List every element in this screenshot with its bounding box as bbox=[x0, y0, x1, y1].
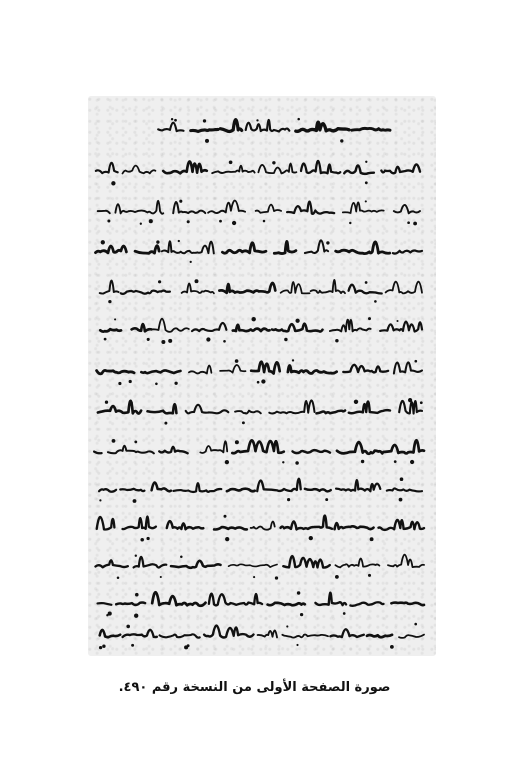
handwritten-word bbox=[287, 202, 334, 214]
diacritic-dot bbox=[263, 220, 266, 223]
handwritten-word bbox=[212, 166, 254, 173]
handwritten-word bbox=[100, 630, 121, 637]
diacritic-dot bbox=[394, 460, 397, 463]
handwritten-word bbox=[381, 164, 420, 173]
handwritten-word bbox=[186, 405, 229, 414]
handwritten-word bbox=[204, 626, 253, 638]
handwritten-word bbox=[335, 558, 379, 567]
handwritten-word bbox=[337, 442, 382, 454]
handwritten-word bbox=[344, 165, 374, 173]
diacritic-dot bbox=[407, 221, 410, 224]
diacritic-dot bbox=[134, 441, 137, 444]
handwritten-word bbox=[335, 523, 374, 529]
diacritic-dot bbox=[118, 382, 121, 385]
diacritic-dot bbox=[161, 340, 165, 344]
handwritten-word bbox=[219, 283, 275, 293]
diacritic-dot bbox=[257, 381, 260, 384]
diacritic-dot bbox=[275, 576, 278, 579]
handwritten-word bbox=[268, 603, 305, 606]
diacritic-dot bbox=[168, 339, 172, 343]
diacritic-dot bbox=[370, 537, 374, 541]
diacritic-dot bbox=[117, 576, 120, 579]
handwritten-word bbox=[336, 242, 390, 254]
diacritic-dot bbox=[235, 359, 239, 363]
diacritic-dot bbox=[203, 119, 206, 122]
diacritic-dot bbox=[134, 614, 138, 618]
diacritic-dot bbox=[309, 536, 313, 540]
diacritic-dot bbox=[104, 338, 107, 341]
diacritic-dot bbox=[206, 337, 210, 341]
handwritten-word bbox=[132, 324, 152, 331]
handwritten-word bbox=[100, 329, 121, 331]
handwritten-word bbox=[330, 629, 363, 637]
diacritic-dot bbox=[365, 161, 367, 163]
handwritten-word bbox=[208, 201, 245, 213]
diacritic-dot bbox=[126, 625, 130, 629]
handwritten-word bbox=[305, 240, 328, 253]
diacritic-dot bbox=[129, 380, 132, 383]
diacritic-dot bbox=[205, 139, 209, 143]
diacritic-dot bbox=[272, 161, 275, 164]
handwritten-word bbox=[220, 365, 245, 373]
diacritic-dot bbox=[174, 119, 177, 122]
handwritten-word bbox=[222, 243, 266, 253]
handwritten-word bbox=[251, 522, 275, 530]
handwritten-word bbox=[220, 120, 241, 132]
diacritic-dot bbox=[225, 537, 229, 541]
diacritic-dot bbox=[223, 515, 226, 518]
handwritten-word bbox=[229, 564, 277, 567]
handwritten-word bbox=[191, 129, 218, 131]
handwritten-word bbox=[115, 201, 163, 214]
handwritten-word bbox=[148, 404, 177, 413]
handwritten-word bbox=[343, 365, 388, 373]
handwritten-word bbox=[121, 291, 170, 294]
diacritic-dot bbox=[155, 383, 158, 386]
diacritic-dot bbox=[399, 498, 403, 502]
handwritten-word bbox=[99, 489, 116, 492]
diacritic-dot bbox=[282, 461, 284, 463]
diacritic-dot bbox=[368, 317, 371, 320]
diacritic-dot bbox=[147, 338, 150, 341]
diacritic-dot bbox=[111, 181, 115, 185]
handwritten-word bbox=[152, 482, 171, 491]
diacritic-dot bbox=[140, 223, 142, 225]
handwritten-word bbox=[100, 281, 119, 294]
diacritic-dot bbox=[158, 280, 161, 283]
handwritten-word bbox=[160, 634, 200, 637]
handwritten-word bbox=[393, 251, 422, 254]
diacritic-dot bbox=[252, 317, 256, 321]
handwritten-word bbox=[97, 370, 135, 373]
diacritic-dot bbox=[340, 139, 343, 142]
handwritten-word bbox=[134, 557, 167, 568]
diacritic-dot bbox=[188, 161, 190, 163]
handwritten-word bbox=[173, 483, 221, 492]
handwritten-word bbox=[108, 446, 154, 454]
handwritten-word bbox=[189, 366, 212, 374]
diacritic-dot bbox=[171, 118, 173, 120]
diacritic-dot bbox=[178, 240, 180, 242]
diacritic-dot bbox=[420, 401, 423, 404]
diacritic-dot bbox=[135, 555, 137, 557]
diacritic-dot bbox=[195, 279, 199, 283]
handwritten-word bbox=[123, 630, 157, 637]
handwritten-word bbox=[293, 450, 331, 453]
diacritic-dot bbox=[235, 440, 239, 444]
handwritten-word bbox=[386, 282, 422, 294]
diacritic-dot bbox=[349, 222, 351, 224]
handwritten-word bbox=[330, 320, 371, 332]
diacritic-dot bbox=[368, 574, 371, 577]
diacritic-dot bbox=[295, 461, 299, 465]
handwritten-word bbox=[379, 520, 425, 530]
diacritic-dot bbox=[325, 498, 328, 501]
handwritten-word bbox=[350, 602, 383, 606]
diacritic-dot bbox=[414, 360, 417, 363]
handwritten-word bbox=[380, 322, 422, 332]
diacritic-dot bbox=[140, 538, 144, 542]
diacritic-dot bbox=[219, 220, 222, 223]
diacritic-dot bbox=[297, 118, 300, 121]
diacritic-dot bbox=[295, 319, 299, 323]
diacritic-dot bbox=[174, 382, 177, 385]
diacritic-dot bbox=[253, 576, 255, 578]
handwritten-word bbox=[227, 489, 255, 492]
handwritten-word bbox=[394, 205, 420, 213]
handwritten-word bbox=[387, 488, 422, 491]
handwritten-word bbox=[116, 602, 145, 604]
handwritten-word bbox=[317, 411, 346, 414]
handwritten-word bbox=[97, 517, 115, 530]
handwritten-word bbox=[258, 164, 296, 174]
handwritten-word bbox=[311, 280, 345, 293]
diacritic-dot bbox=[343, 612, 346, 615]
diacritic-dot bbox=[400, 477, 404, 481]
diacritic-dot bbox=[225, 460, 229, 464]
handwritten-word bbox=[96, 560, 128, 567]
handwritten-word bbox=[209, 594, 262, 606]
diacritic-dot bbox=[232, 221, 236, 225]
diacritic-dot bbox=[229, 160, 233, 164]
handwritten-word bbox=[384, 440, 424, 453]
handwritten-word bbox=[163, 161, 207, 173]
diacritic-dot bbox=[335, 339, 338, 342]
diacritic-dot bbox=[99, 499, 101, 501]
handwritten-word bbox=[167, 521, 204, 529]
diacritic-dot bbox=[408, 398, 412, 402]
diacritic-dot bbox=[108, 612, 112, 616]
diacritic-dot bbox=[326, 241, 329, 244]
diacritic-dot bbox=[146, 537, 149, 540]
handwritten-word bbox=[98, 401, 141, 414]
handwritten-word bbox=[288, 366, 337, 374]
handwritten-word bbox=[98, 211, 110, 213]
handwritten-word bbox=[251, 362, 280, 374]
diacritic-dot bbox=[297, 591, 300, 594]
handwritten-word bbox=[315, 593, 346, 606]
diacritic-dot bbox=[187, 220, 190, 223]
figure-caption: صورة الصفحة الأولى من النسخة رقم ٤٩٠. bbox=[118, 680, 391, 695]
handwritten-word bbox=[269, 400, 314, 413]
handwritten-word bbox=[296, 122, 349, 131]
handwritten-word bbox=[159, 447, 188, 453]
handwritten-word bbox=[173, 202, 205, 213]
handwritten-word bbox=[235, 411, 261, 414]
diacritic-dot bbox=[180, 555, 183, 558]
diacritic-dot bbox=[164, 422, 167, 425]
diacritic-dot bbox=[149, 219, 153, 223]
diacritic-dot bbox=[242, 421, 245, 424]
handwritten-word bbox=[258, 630, 277, 637]
diacritic-dot bbox=[184, 645, 188, 649]
diacritic-dot bbox=[131, 644, 134, 647]
diacritic-dot bbox=[354, 400, 358, 404]
handwritten-word bbox=[192, 323, 226, 331]
handwritten-word bbox=[343, 202, 384, 213]
diacritic-dot bbox=[284, 338, 287, 341]
handwritten-word bbox=[281, 516, 332, 530]
handwritten-word bbox=[135, 246, 159, 254]
diacritic-dot bbox=[101, 240, 105, 244]
handwritten-word bbox=[123, 517, 156, 529]
handwritten-word bbox=[182, 284, 214, 294]
diacritic-dot bbox=[287, 498, 290, 501]
handwritten-word bbox=[96, 163, 118, 173]
diacritic-dot bbox=[179, 200, 182, 203]
handwritten-word bbox=[256, 205, 282, 213]
diacritic-dot bbox=[107, 220, 110, 223]
diacritic-dot bbox=[296, 644, 298, 646]
handwritten-word bbox=[141, 370, 180, 373]
handwritten-word bbox=[336, 480, 380, 491]
diacritic-dot bbox=[99, 646, 102, 649]
diacritic-dot bbox=[361, 460, 364, 463]
diacritic-dot bbox=[129, 401, 133, 405]
handwritten-word bbox=[162, 241, 214, 253]
diacritic-dot bbox=[365, 281, 368, 284]
diacritic-dot bbox=[410, 460, 414, 464]
handwritten-word bbox=[233, 325, 270, 331]
diacritic-dot bbox=[286, 625, 288, 627]
handwritten-word bbox=[352, 128, 390, 130]
handwritten-word bbox=[274, 241, 296, 253]
handwritten-word bbox=[272, 324, 323, 332]
handwritten-word bbox=[152, 319, 189, 332]
handwritten-word bbox=[96, 246, 127, 253]
handwritten-word bbox=[120, 489, 144, 491]
handwritten-word bbox=[399, 635, 424, 638]
diacritic-dot bbox=[390, 645, 394, 649]
handwritten-word bbox=[367, 635, 392, 637]
handwritten-word bbox=[152, 592, 205, 605]
diacritic-dot bbox=[261, 379, 265, 383]
diacritic-dot bbox=[160, 576, 162, 578]
handwritten-word bbox=[349, 285, 382, 294]
diacritic-dot bbox=[133, 499, 137, 503]
diacritic-dot bbox=[256, 119, 258, 121]
diacritic-dot bbox=[300, 613, 303, 616]
handwritten-word bbox=[232, 440, 283, 453]
diacritic-dot bbox=[292, 359, 294, 361]
handwritten-word bbox=[281, 282, 310, 293]
diacritic-dot bbox=[396, 320, 398, 322]
handwritten-word bbox=[282, 635, 328, 638]
handwritten-word bbox=[98, 603, 112, 605]
diacritic-dot bbox=[105, 401, 108, 404]
diacritic-dot bbox=[374, 300, 377, 303]
diacritic-dot bbox=[112, 439, 116, 443]
diacritic-dot bbox=[414, 623, 417, 626]
diacritic-dot bbox=[223, 340, 226, 343]
handwritten-word bbox=[394, 362, 422, 373]
handwritten-word bbox=[158, 123, 183, 131]
handwritten-word bbox=[94, 452, 102, 454]
diacritic-dot bbox=[102, 645, 105, 648]
handwritten-word bbox=[246, 120, 290, 131]
handwritten-word bbox=[391, 603, 424, 606]
diacritic-dot bbox=[190, 261, 192, 263]
handwritten-word bbox=[123, 166, 156, 174]
handwritten-word bbox=[257, 479, 301, 491]
diacritic-dot bbox=[135, 593, 139, 597]
handwritten-word bbox=[200, 441, 227, 453]
handwritten-word bbox=[305, 489, 331, 492]
diacritic-dot bbox=[335, 575, 339, 579]
handwritten-word bbox=[301, 161, 340, 173]
handwritten-word bbox=[399, 401, 422, 414]
handwritten-word bbox=[171, 561, 221, 568]
diacritic-dot bbox=[365, 181, 368, 184]
diacritic-dot bbox=[365, 200, 367, 202]
handwritten-word bbox=[283, 556, 330, 567]
diacritic-dot bbox=[108, 300, 111, 303]
handwritten-word bbox=[214, 527, 247, 529]
diacritic-dot bbox=[114, 318, 116, 320]
diacritic-dot bbox=[413, 222, 417, 226]
diacritic-dot bbox=[156, 240, 159, 243]
handwritten-word bbox=[388, 555, 424, 568]
